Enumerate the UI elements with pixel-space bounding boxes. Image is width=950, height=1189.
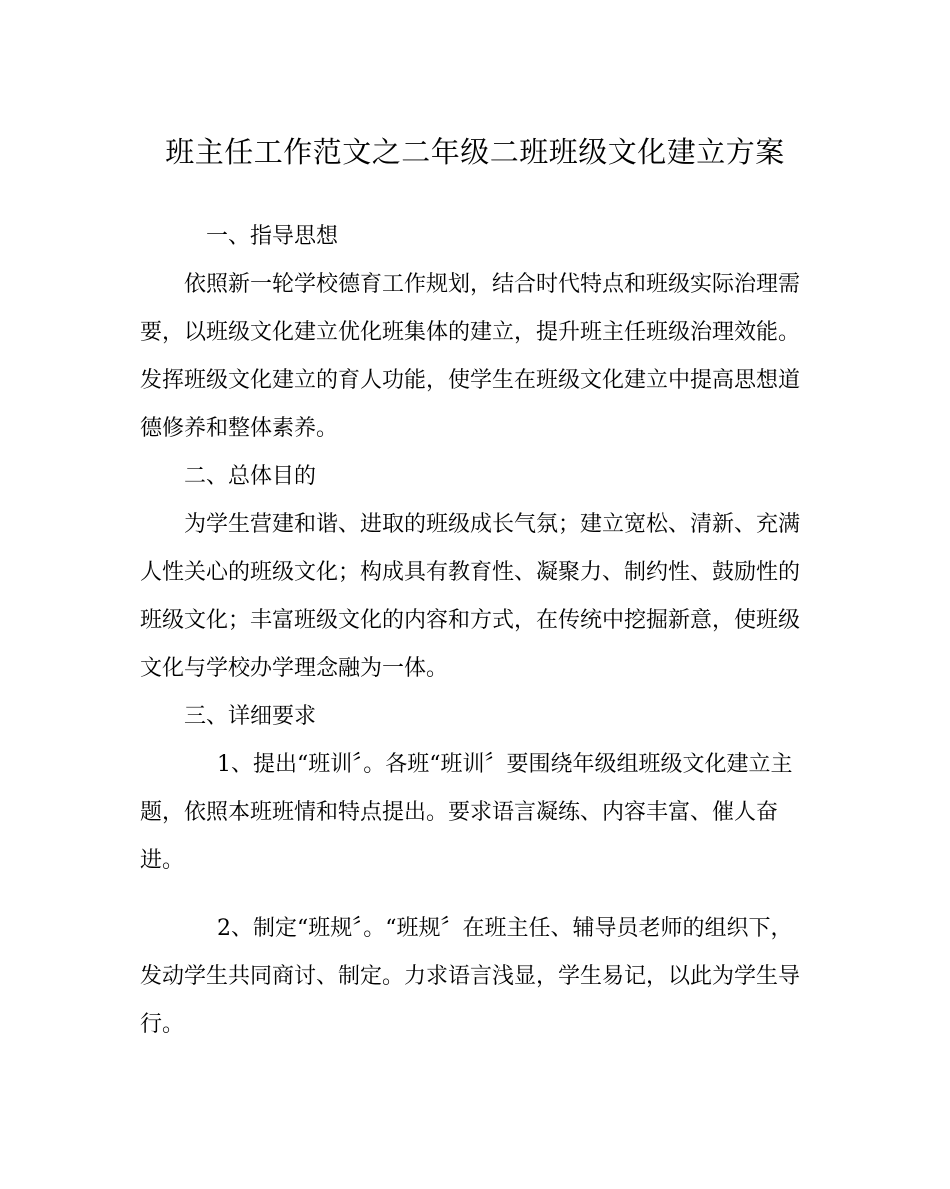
paragraph-requirement-class-motto: 1、提出“班训〞。各班“班训〞要围绕年级组班级文化建立主题，依照本班班情和特点提出。要求语言凝练、内容丰富、催人奋进。 <box>140 752 793 873</box>
paragraph-overall-goal: 为学生营建和谐、进取的班级成长气氛；建立宽松、清新、充满人性关心的班级文化；构成具有教育性、凝聚力、制约性、鼓励性的班级文化；丰富班级文化的内容和方式，在传统中挖掘新意，使班级文化与学校办学理念融为一体。 <box>140 512 801 681</box>
section-heading-detailed-requirements: 三、详细要求 <box>184 704 317 729</box>
paragraph-guiding-ideology: 依照新一轮学校德育工作规划，结合时代特点和班级实际治理需要，以班级文化建立优化班集体的建立，提升班主任班级治理效能。发挥班级文化建立的育人功能，使学生在班级文化建立中提高思想道德修养和整体素养。 <box>140 272 801 441</box>
document-body <box>140 213 800 1049</box>
section-heading-guiding-ideology: 一、指导思想 <box>206 224 339 249</box>
document-title: 班主任工作范文之二年级二班班级文化建立方案 <box>165 135 785 169</box>
paragraph-requirement-class-rules: 2、制定“班规〞。“班规〞在班主任、辅导员老师的组织下，发动学生共同商讨、制定。力求语言浅显，学生易记，以此为学生导行。 <box>140 916 801 1037</box>
section-heading-overall-goal: 二、总体目的 <box>184 464 317 489</box>
